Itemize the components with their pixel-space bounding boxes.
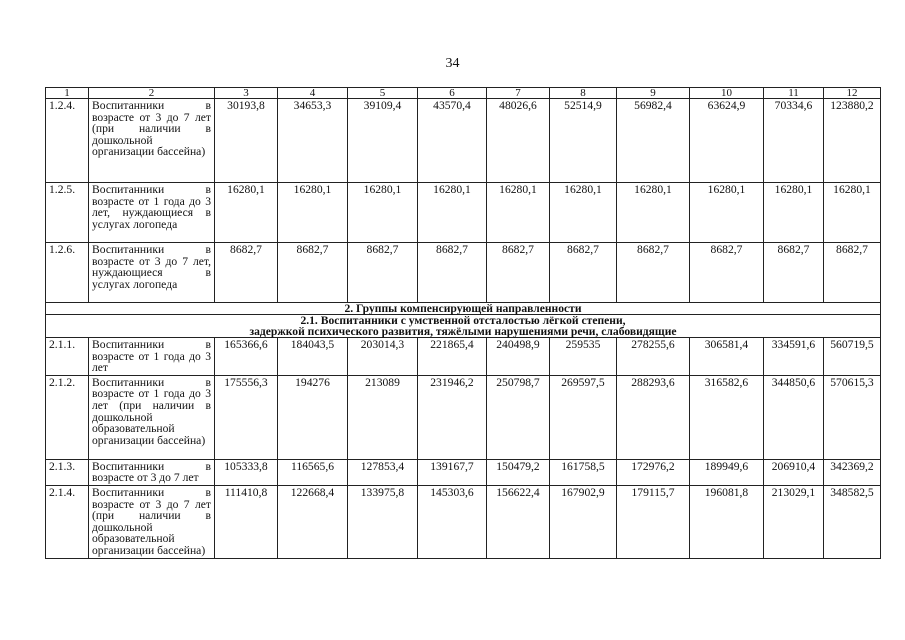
row-code: 1.2.6. — [46, 243, 89, 303]
header-cell: 12 — [824, 88, 881, 99]
value-cell: 570615,3 — [824, 375, 881, 459]
value-cell: 306581,4 — [690, 338, 764, 376]
subsection-title-line1: 2.1. Воспитанники с умственной отсталостью лёгкой степени, — [300, 314, 626, 327]
value-cell: 16280,1 — [215, 183, 278, 243]
value-cell: 8682,7 — [278, 243, 348, 303]
value-cell: 8682,7 — [824, 243, 881, 303]
header-cell: 9 — [617, 88, 690, 99]
value-cell: 250798,7 — [487, 375, 550, 459]
row-code: 1.2.5. — [46, 183, 89, 243]
table-body — [46, 88, 881, 559]
value-cell: 16280,1 — [418, 183, 487, 243]
cost-table — [45, 87, 881, 559]
value-cell: 213029,1 — [764, 485, 824, 558]
table-row — [46, 99, 881, 183]
value-cell: 139167,7 — [418, 459, 487, 485]
value-cell: 560719,5 — [824, 338, 881, 376]
value-cell: 194276 — [278, 375, 348, 459]
table-row — [46, 243, 881, 303]
value-cell: 259535 — [550, 338, 617, 376]
value-cell: 161758,5 — [550, 459, 617, 485]
row-description: Воспитанники в возрасте от 1 года до 3 лет (при наличии в дошкольной образовательной организации бассейна) — [89, 375, 215, 459]
row-code: 1.2.4. — [46, 99, 89, 183]
value-cell: 48026,6 — [487, 99, 550, 183]
table-row — [46, 338, 881, 376]
section-title: 2. Группы компенсирующей направленности — [46, 303, 881, 315]
value-cell: 16280,1 — [550, 183, 617, 243]
value-cell: 278255,6 — [617, 338, 690, 376]
value-cell: 221865,4 — [418, 338, 487, 376]
header-row — [46, 88, 881, 99]
value-cell: 231946,2 — [418, 375, 487, 459]
value-cell: 16280,1 — [690, 183, 764, 243]
value-cell: 30193,8 — [215, 99, 278, 183]
value-cell: 34653,3 — [278, 99, 348, 183]
value-cell: 56982,4 — [617, 99, 690, 183]
value-cell: 156622,4 — [487, 485, 550, 558]
value-cell: 16280,1 — [278, 183, 348, 243]
value-cell: 43570,4 — [418, 99, 487, 183]
value-cell: 344850,6 — [764, 375, 824, 459]
row-description: Воспитанники в возрасте от 3 до 7 лет (при наличии в дошкольной образовательной организации бассейна) — [89, 485, 215, 558]
value-cell: 175556,3 — [215, 375, 278, 459]
page-number: 34 — [445, 56, 460, 71]
header-cell: 1 — [46, 88, 89, 99]
value-cell: 8682,7 — [550, 243, 617, 303]
value-cell: 122668,4 — [278, 485, 348, 558]
value-cell: 70334,6 — [764, 99, 824, 183]
value-cell: 316582,6 — [690, 375, 764, 459]
subsection-title-line2: задержкой психического развития, тяжёлыми нарушениями речи, слабовидящие — [249, 325, 677, 338]
value-cell: 348582,5 — [824, 485, 881, 558]
header-cell: 3 — [215, 88, 278, 99]
row-code: 2.1.1. — [46, 338, 89, 376]
value-cell: 111410,8 — [215, 485, 278, 558]
value-cell: 288293,6 — [617, 375, 690, 459]
subsection-title-row — [46, 315, 881, 338]
value-cell: 123880,2 — [824, 99, 881, 183]
header-cell: 7 — [487, 88, 550, 99]
value-cell: 8682,7 — [764, 243, 824, 303]
value-cell: 165366,6 — [215, 338, 278, 376]
value-cell: 184043,5 — [278, 338, 348, 376]
row-code: 2.1.4. — [46, 485, 89, 558]
value-cell: 213089 — [348, 375, 418, 459]
value-cell: 16280,1 — [824, 183, 881, 243]
value-cell: 16280,1 — [487, 183, 550, 243]
value-cell: 16280,1 — [348, 183, 418, 243]
header-cell: 11 — [764, 88, 824, 99]
subsection-title — [46, 315, 881, 338]
row-description: Воспитанники в возрасте от 3 до 7 лет, нуждающиеся в услугах логопеда — [89, 243, 215, 303]
value-cell: 342369,2 — [824, 459, 881, 485]
value-cell: 189949,6 — [690, 459, 764, 485]
value-cell: 16280,1 — [617, 183, 690, 243]
section-title-row — [46, 303, 881, 315]
row-code: 2.1.2. — [46, 375, 89, 459]
value-cell: 334591,6 — [764, 338, 824, 376]
value-cell: 240498,9 — [487, 338, 550, 376]
value-cell: 167902,9 — [550, 485, 617, 558]
table-row — [46, 183, 881, 243]
value-cell: 172976,2 — [617, 459, 690, 485]
value-cell: 105333,8 — [215, 459, 278, 485]
value-cell: 52514,9 — [550, 99, 617, 183]
value-cell: 203014,3 — [348, 338, 418, 376]
value-cell: 206910,4 — [764, 459, 824, 485]
header-cell: 4 — [278, 88, 348, 99]
value-cell: 179115,7 — [617, 485, 690, 558]
header-cell: 2 — [89, 88, 215, 99]
value-cell: 8682,7 — [418, 243, 487, 303]
value-cell: 8682,7 — [690, 243, 764, 303]
value-cell: 133975,8 — [348, 485, 418, 558]
table-row — [46, 375, 881, 459]
value-cell: 8682,7 — [617, 243, 690, 303]
value-cell: 127853,4 — [348, 459, 418, 485]
value-cell: 145303,6 — [418, 485, 487, 558]
value-cell: 8682,7 — [487, 243, 550, 303]
row-description: Воспитанники в возрасте от 3 до 7 лет (при наличии в дошкольной организации бассейна) — [89, 99, 215, 183]
row-code: 2.1.3. — [46, 459, 89, 485]
header-cell: 5 — [348, 88, 418, 99]
value-cell: 116565,6 — [278, 459, 348, 485]
header-cell: 8 — [550, 88, 617, 99]
value-cell: 150479,2 — [487, 459, 550, 485]
value-cell: 8682,7 — [348, 243, 418, 303]
row-description: Воспитанники в возрасте от 1 года до 3 лет — [89, 338, 215, 376]
table-row — [46, 459, 881, 485]
value-cell: 196081,8 — [690, 485, 764, 558]
value-cell: 63624,9 — [690, 99, 764, 183]
value-cell: 8682,7 — [215, 243, 278, 303]
value-cell: 16280,1 — [764, 183, 824, 243]
header-cell: 6 — [418, 88, 487, 99]
table-row — [46, 485, 881, 558]
value-cell: 269597,5 — [550, 375, 617, 459]
value-cell: 39109,4 — [348, 99, 418, 183]
row-description: Воспитанники в возрасте от 1 года до 3 лет, нуждающиеся в услугах логопеда — [89, 183, 215, 243]
row-description: Воспитанники в возрасте от 3 до 7 лет — [89, 459, 215, 485]
header-cell: 10 — [690, 88, 764, 99]
